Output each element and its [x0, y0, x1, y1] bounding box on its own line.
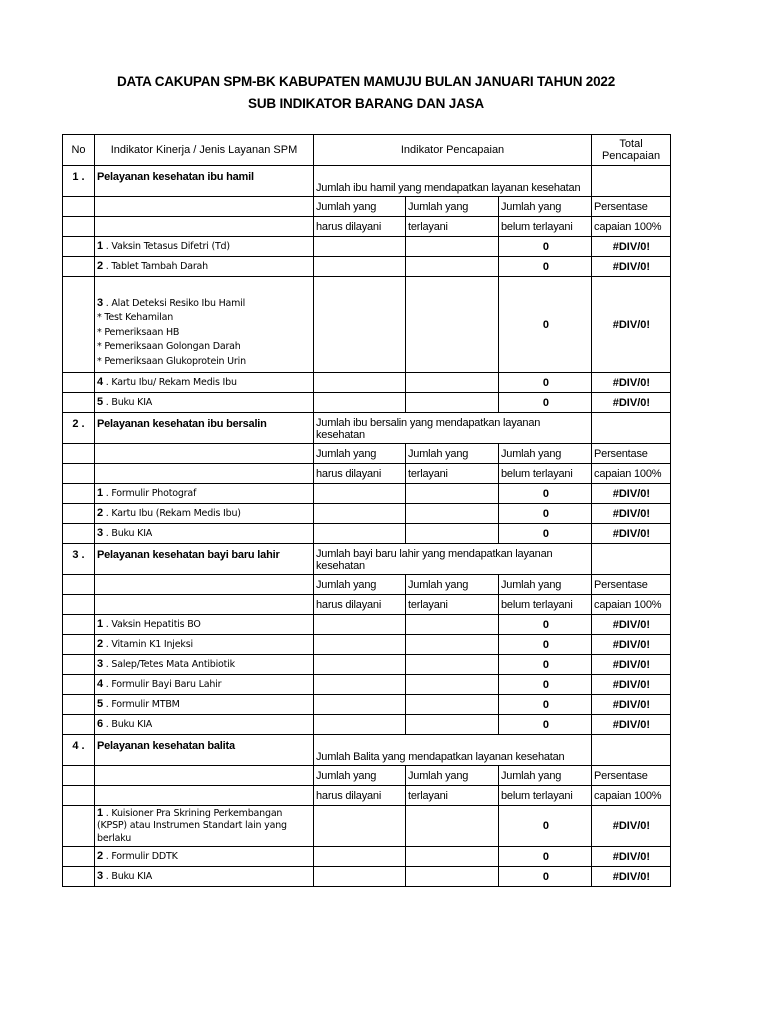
subheader-row [63, 786, 671, 806]
empty-cell [63, 217, 95, 237]
harus-dilayani-cell [314, 373, 406, 393]
terlayani-cell [406, 715, 499, 735]
empty-cell [63, 444, 95, 464]
section-total-cell [592, 735, 671, 766]
item-label: . Tablet Tambah Darah [102, 261, 208, 272]
harus-dilayani-cell [314, 504, 406, 524]
item-label-cell [95, 373, 314, 393]
empty-cell [63, 524, 95, 544]
empty-cell [63, 393, 95, 413]
harus-dilayani-cell [314, 484, 406, 504]
subheader-c2: terlayani [406, 217, 499, 237]
header-indikator: Indikator Kinerja / Jenis Layanan SPM [95, 135, 314, 166]
item-row [63, 847, 671, 867]
item-number: 1 [97, 240, 103, 252]
item-row [63, 715, 671, 735]
belum-terlayani-value: 0 [499, 484, 592, 504]
empty-cell [95, 595, 314, 615]
item-label-cell [95, 504, 314, 524]
item-subpoint: * Pemeriksaan HB [97, 326, 180, 338]
item-row [63, 257, 671, 277]
empty-cell [63, 484, 95, 504]
harus-dilayani-cell [314, 635, 406, 655]
item-row [63, 484, 671, 504]
empty-cell [63, 695, 95, 715]
belum-terlayani-value: 0 [499, 257, 592, 277]
item-label-cell [95, 655, 314, 675]
terlayani-cell [406, 524, 499, 544]
item-row [63, 675, 671, 695]
belum-terlayani-value: 0 [499, 847, 592, 867]
harus-dilayani-cell [314, 393, 406, 413]
empty-cell [63, 504, 95, 524]
section-no: 2 . [63, 413, 95, 444]
item-number: 1 [97, 618, 103, 630]
belum-terlayani-value: 0 [499, 675, 592, 695]
empty-cell [63, 197, 95, 217]
terlayani-cell [406, 277, 499, 373]
subheader-c4: capaian 100% [592, 595, 671, 615]
terlayani-cell [406, 237, 499, 257]
item-label: . Buku KIA [102, 397, 153, 408]
item-row [63, 615, 671, 635]
item-label: . Buku KIA [102, 719, 153, 730]
subheader-c4: Persentase [592, 197, 671, 217]
item-number: 5 [97, 698, 103, 710]
section-name: Pelayanan kesehatan balita [95, 735, 314, 766]
section-total-cell [592, 413, 671, 444]
empty-cell [63, 615, 95, 635]
item-label: . Kartu Ibu (Rekam Medis Ibu) [102, 508, 241, 519]
empty-cell [63, 257, 95, 277]
harus-dilayani-cell [314, 257, 406, 277]
header-total [592, 135, 671, 166]
empty-cell [63, 464, 95, 484]
terlayani-cell [406, 675, 499, 695]
section-row [63, 166, 671, 197]
subheader-c2: Jumlah yang [406, 197, 499, 217]
subheader-c1: Jumlah yang [314, 575, 406, 595]
harus-dilayani-cell [314, 655, 406, 675]
section-indicator: Jumlah ibu bersalin yang mendapatkan layanan kesehatan [314, 413, 592, 444]
empty-cell [63, 237, 95, 257]
empty-cell [95, 217, 314, 237]
section-indicator: Jumlah bayi baru lahir yang mendapatkan layanan kesehatan [314, 544, 592, 575]
item-subpoint: * Pemeriksaan Glukoprotein Urin [97, 355, 246, 367]
belum-terlayani-value: 0 [499, 237, 592, 257]
item-label-cell [95, 847, 314, 867]
persentase-value: #DIV/0! [592, 484, 671, 504]
empty-cell [63, 847, 95, 867]
item-number: 3 [97, 527, 103, 539]
item-label: . Formulir DDTK [102, 851, 178, 862]
subheader-row [63, 464, 671, 484]
item-row [63, 635, 671, 655]
subheader-c1: Jumlah yang [314, 766, 406, 786]
harus-dilayani-cell [314, 847, 406, 867]
empty-cell [63, 806, 95, 847]
item-number: 6 [97, 718, 103, 730]
empty-cell [95, 786, 314, 806]
persentase-value: #DIV/0! [592, 257, 671, 277]
empty-cell [63, 766, 95, 786]
item-row [63, 393, 671, 413]
section-total-cell [592, 544, 671, 575]
subheader-row [63, 217, 671, 237]
terlayani-cell [406, 867, 499, 887]
persentase-value: #DIV/0! [592, 504, 671, 524]
belum-terlayani-value: 0 [499, 655, 592, 675]
terlayani-cell [406, 695, 499, 715]
section-name: Pelayanan kesehatan bayi baru lahir [95, 544, 314, 575]
terlayani-cell [406, 847, 499, 867]
belum-terlayani-value: 0 [499, 615, 592, 635]
belum-terlayani-value: 0 [499, 806, 592, 847]
persentase-value: #DIV/0! [592, 847, 671, 867]
subheader-c1: harus dilayani [314, 595, 406, 615]
section-name: Pelayanan kesehatan ibu bersalin [95, 413, 314, 444]
terlayani-cell [406, 484, 499, 504]
item-label-cell [95, 237, 314, 257]
item-label: . Formulir MTBM [102, 699, 180, 710]
item-label-cell [95, 484, 314, 504]
section-indicator: Jumlah ibu hamil yang mendapatkan layanan kesehatan [314, 166, 592, 197]
subheader-c2: terlayani [406, 595, 499, 615]
empty-cell [63, 575, 95, 595]
item-label-cell [95, 695, 314, 715]
item-label-cell [95, 524, 314, 544]
persentase-value: #DIV/0! [592, 237, 671, 257]
subheader-c1: Jumlah yang [314, 197, 406, 217]
empty-cell [95, 575, 314, 595]
harus-dilayani-cell [314, 695, 406, 715]
subheader-c4: capaian 100% [592, 464, 671, 484]
harus-dilayani-cell [314, 867, 406, 887]
terlayani-cell [406, 504, 499, 524]
item-row [63, 277, 671, 373]
belum-terlayani-value: 0 [499, 524, 592, 544]
section-indicator: Jumlah Balita yang mendapatkan layanan kesehatan [314, 735, 592, 766]
item-label: . Formulir Bayi Baru Lahir [102, 679, 222, 690]
subheader-c3: Jumlah yang [499, 197, 592, 217]
subheader-c4: capaian 100% [592, 786, 671, 806]
harus-dilayani-cell [314, 277, 406, 373]
section-total-cell [592, 166, 671, 197]
item-row [63, 504, 671, 524]
subheader-row [63, 575, 671, 595]
subheader-c3: Jumlah yang [499, 444, 592, 464]
terlayani-cell [406, 615, 499, 635]
item-row [63, 237, 671, 257]
subheader-c1: Jumlah yang [314, 444, 406, 464]
harus-dilayani-cell [314, 237, 406, 257]
item-number: 5 [97, 396, 103, 408]
subheader-c4: Persentase [592, 575, 671, 595]
document-subtitle: SUB INDIKATOR BARANG DAN JASA [248, 96, 484, 111]
section-name: Pelayanan kesehatan ibu hamil [95, 166, 314, 197]
empty-cell [63, 635, 95, 655]
item-row [63, 373, 671, 393]
terlayani-cell [406, 257, 499, 277]
harus-dilayani-cell [314, 715, 406, 735]
empty-cell [63, 595, 95, 615]
item-number: 3 [97, 870, 103, 882]
persentase-value: #DIV/0! [592, 635, 671, 655]
subheader-row [63, 444, 671, 464]
header-total-line2: Pencapaian [601, 150, 661, 162]
empty-cell [63, 867, 95, 887]
section-no: 3 . [63, 544, 95, 575]
header-total-line1: Total [619, 138, 643, 150]
item-label: . Kuisioner Pra Skrining Perkembangan (KPSP) atau Instrumen Standart lain yang berlaku [97, 807, 287, 844]
empty-cell [95, 197, 314, 217]
item-row [63, 867, 671, 887]
persentase-value: #DIV/0! [592, 373, 671, 393]
item-number: 2 [97, 850, 103, 862]
terlayani-cell [406, 635, 499, 655]
subheader-c2: terlayani [406, 786, 499, 806]
harus-dilayani-cell [314, 524, 406, 544]
empty-cell [63, 655, 95, 675]
persentase-value: #DIV/0! [592, 655, 671, 675]
empty-cell [63, 786, 95, 806]
persentase-value: #DIV/0! [592, 393, 671, 413]
item-label: . Kartu Ibu/ Rekam Medis Ibu [102, 377, 237, 388]
persentase-value: #DIV/0! [592, 806, 671, 847]
item-label-cell [95, 806, 314, 847]
item-label: . Vaksin Tetasus Difetri (Td) [102, 241, 230, 252]
subheader-c1: harus dilayani [314, 786, 406, 806]
subheader-c3: Jumlah yang [499, 575, 592, 595]
item-number: 4 [97, 678, 103, 690]
belum-terlayani-value: 0 [499, 504, 592, 524]
item-label: . Buku KIA [102, 871, 153, 882]
harus-dilayani-cell [314, 615, 406, 635]
item-number: 4 [97, 376, 103, 388]
terlayani-cell [406, 373, 499, 393]
item-label-cell [95, 615, 314, 635]
item-label: . Formulir Photograf [102, 488, 197, 499]
item-label: . Alat Deteksi Resiko Ibu Hamil [102, 297, 246, 309]
empty-cell [95, 766, 314, 786]
section-row [63, 735, 671, 766]
subheader-c3: Jumlah yang [499, 766, 592, 786]
item-subpoint: * Pemeriksaan Golongan Darah [97, 341, 241, 352]
subheader-c4: capaian 100% [592, 217, 671, 237]
item-row [63, 806, 671, 847]
persentase-value: #DIV/0! [592, 695, 671, 715]
belum-terlayani-value: 0 [499, 867, 592, 887]
item-label: . Salep/Tetes Mata Antibiotik [102, 659, 235, 670]
subheader-row [63, 197, 671, 217]
item-label-cell [95, 715, 314, 735]
subheader-c2: Jumlah yang [406, 575, 499, 595]
document-title: DATA CAKUPAN SPM-BK KABUPATEN MAMUJU BULAN JANUARI TAHUN 2022 [116, 74, 616, 89]
terlayani-cell [406, 393, 499, 413]
item-label-cell [95, 257, 314, 277]
item-label-cell [95, 635, 314, 655]
terlayani-cell [406, 806, 499, 847]
persentase-value: #DIV/0! [592, 867, 671, 887]
empty-cell [95, 444, 314, 464]
belum-terlayani-value: 0 [499, 373, 592, 393]
subheader-c3: belum terlayani [499, 595, 592, 615]
empty-cell [63, 715, 95, 735]
subheader-row [63, 766, 671, 786]
item-label-cell [95, 393, 314, 413]
empty-cell [63, 277, 95, 373]
belum-terlayani-value: 0 [499, 635, 592, 655]
item-label: . Vaksin Hepatitis BO [102, 619, 201, 630]
item-label: . Buku KIA [102, 528, 153, 539]
subheader-c4: Persentase [592, 444, 671, 464]
terlayani-cell [406, 655, 499, 675]
harus-dilayani-cell [314, 675, 406, 695]
header-no: No [63, 135, 95, 166]
item-number: 2 [97, 260, 103, 272]
persentase-value: #DIV/0! [592, 675, 671, 695]
subheader-c2: terlayani [406, 464, 499, 484]
item-number: 2 [97, 638, 103, 650]
item-number: 3 [97, 296, 103, 309]
subheader-c1: harus dilayani [314, 464, 406, 484]
empty-cell [95, 464, 314, 484]
item-number: 1 [97, 806, 103, 819]
item-row [63, 655, 671, 675]
item-label-cell [95, 867, 314, 887]
belum-terlayani-value: 0 [499, 277, 592, 373]
section-no: 1 . [63, 166, 95, 197]
item-number: 3 [97, 658, 103, 670]
item-label-cell [95, 675, 314, 695]
section-no: 4 . [63, 735, 95, 766]
belum-terlayani-value: 0 [499, 695, 592, 715]
section-row [63, 413, 671, 444]
harus-dilayani-cell [314, 806, 406, 847]
item-label-cell [95, 277, 314, 373]
item-label: . Vitamin K1 Injeksi [102, 639, 193, 650]
item-row [63, 695, 671, 715]
section-row [63, 544, 671, 575]
subheader-c1: harus dilayani [314, 217, 406, 237]
belum-terlayani-value: 0 [499, 393, 592, 413]
subheader-c3: belum terlayani [499, 217, 592, 237]
subheader-c3: belum terlayani [499, 464, 592, 484]
item-row [63, 524, 671, 544]
subheader-c4: Persentase [592, 766, 671, 786]
item-subpoint: * Test Kehamilan [97, 312, 174, 323]
persentase-value: #DIV/0! [592, 715, 671, 735]
persentase-value: #DIV/0! [592, 615, 671, 635]
subheader-c3: belum terlayani [499, 786, 592, 806]
subheader-c2: Jumlah yang [406, 444, 499, 464]
item-number: 2 [97, 507, 103, 519]
header-row [63, 135, 671, 166]
empty-cell [63, 373, 95, 393]
belum-terlayani-value: 0 [499, 715, 592, 735]
item-number: 1 [97, 487, 103, 499]
persentase-value: #DIV/0! [592, 524, 671, 544]
persentase-value: #DIV/0! [592, 277, 671, 373]
subheader-row [63, 595, 671, 615]
header-pencapaian: Indikator Pencapaian [314, 135, 592, 166]
spm-table [62, 134, 671, 887]
empty-cell [63, 675, 95, 695]
subheader-c2: Jumlah yang [406, 766, 499, 786]
